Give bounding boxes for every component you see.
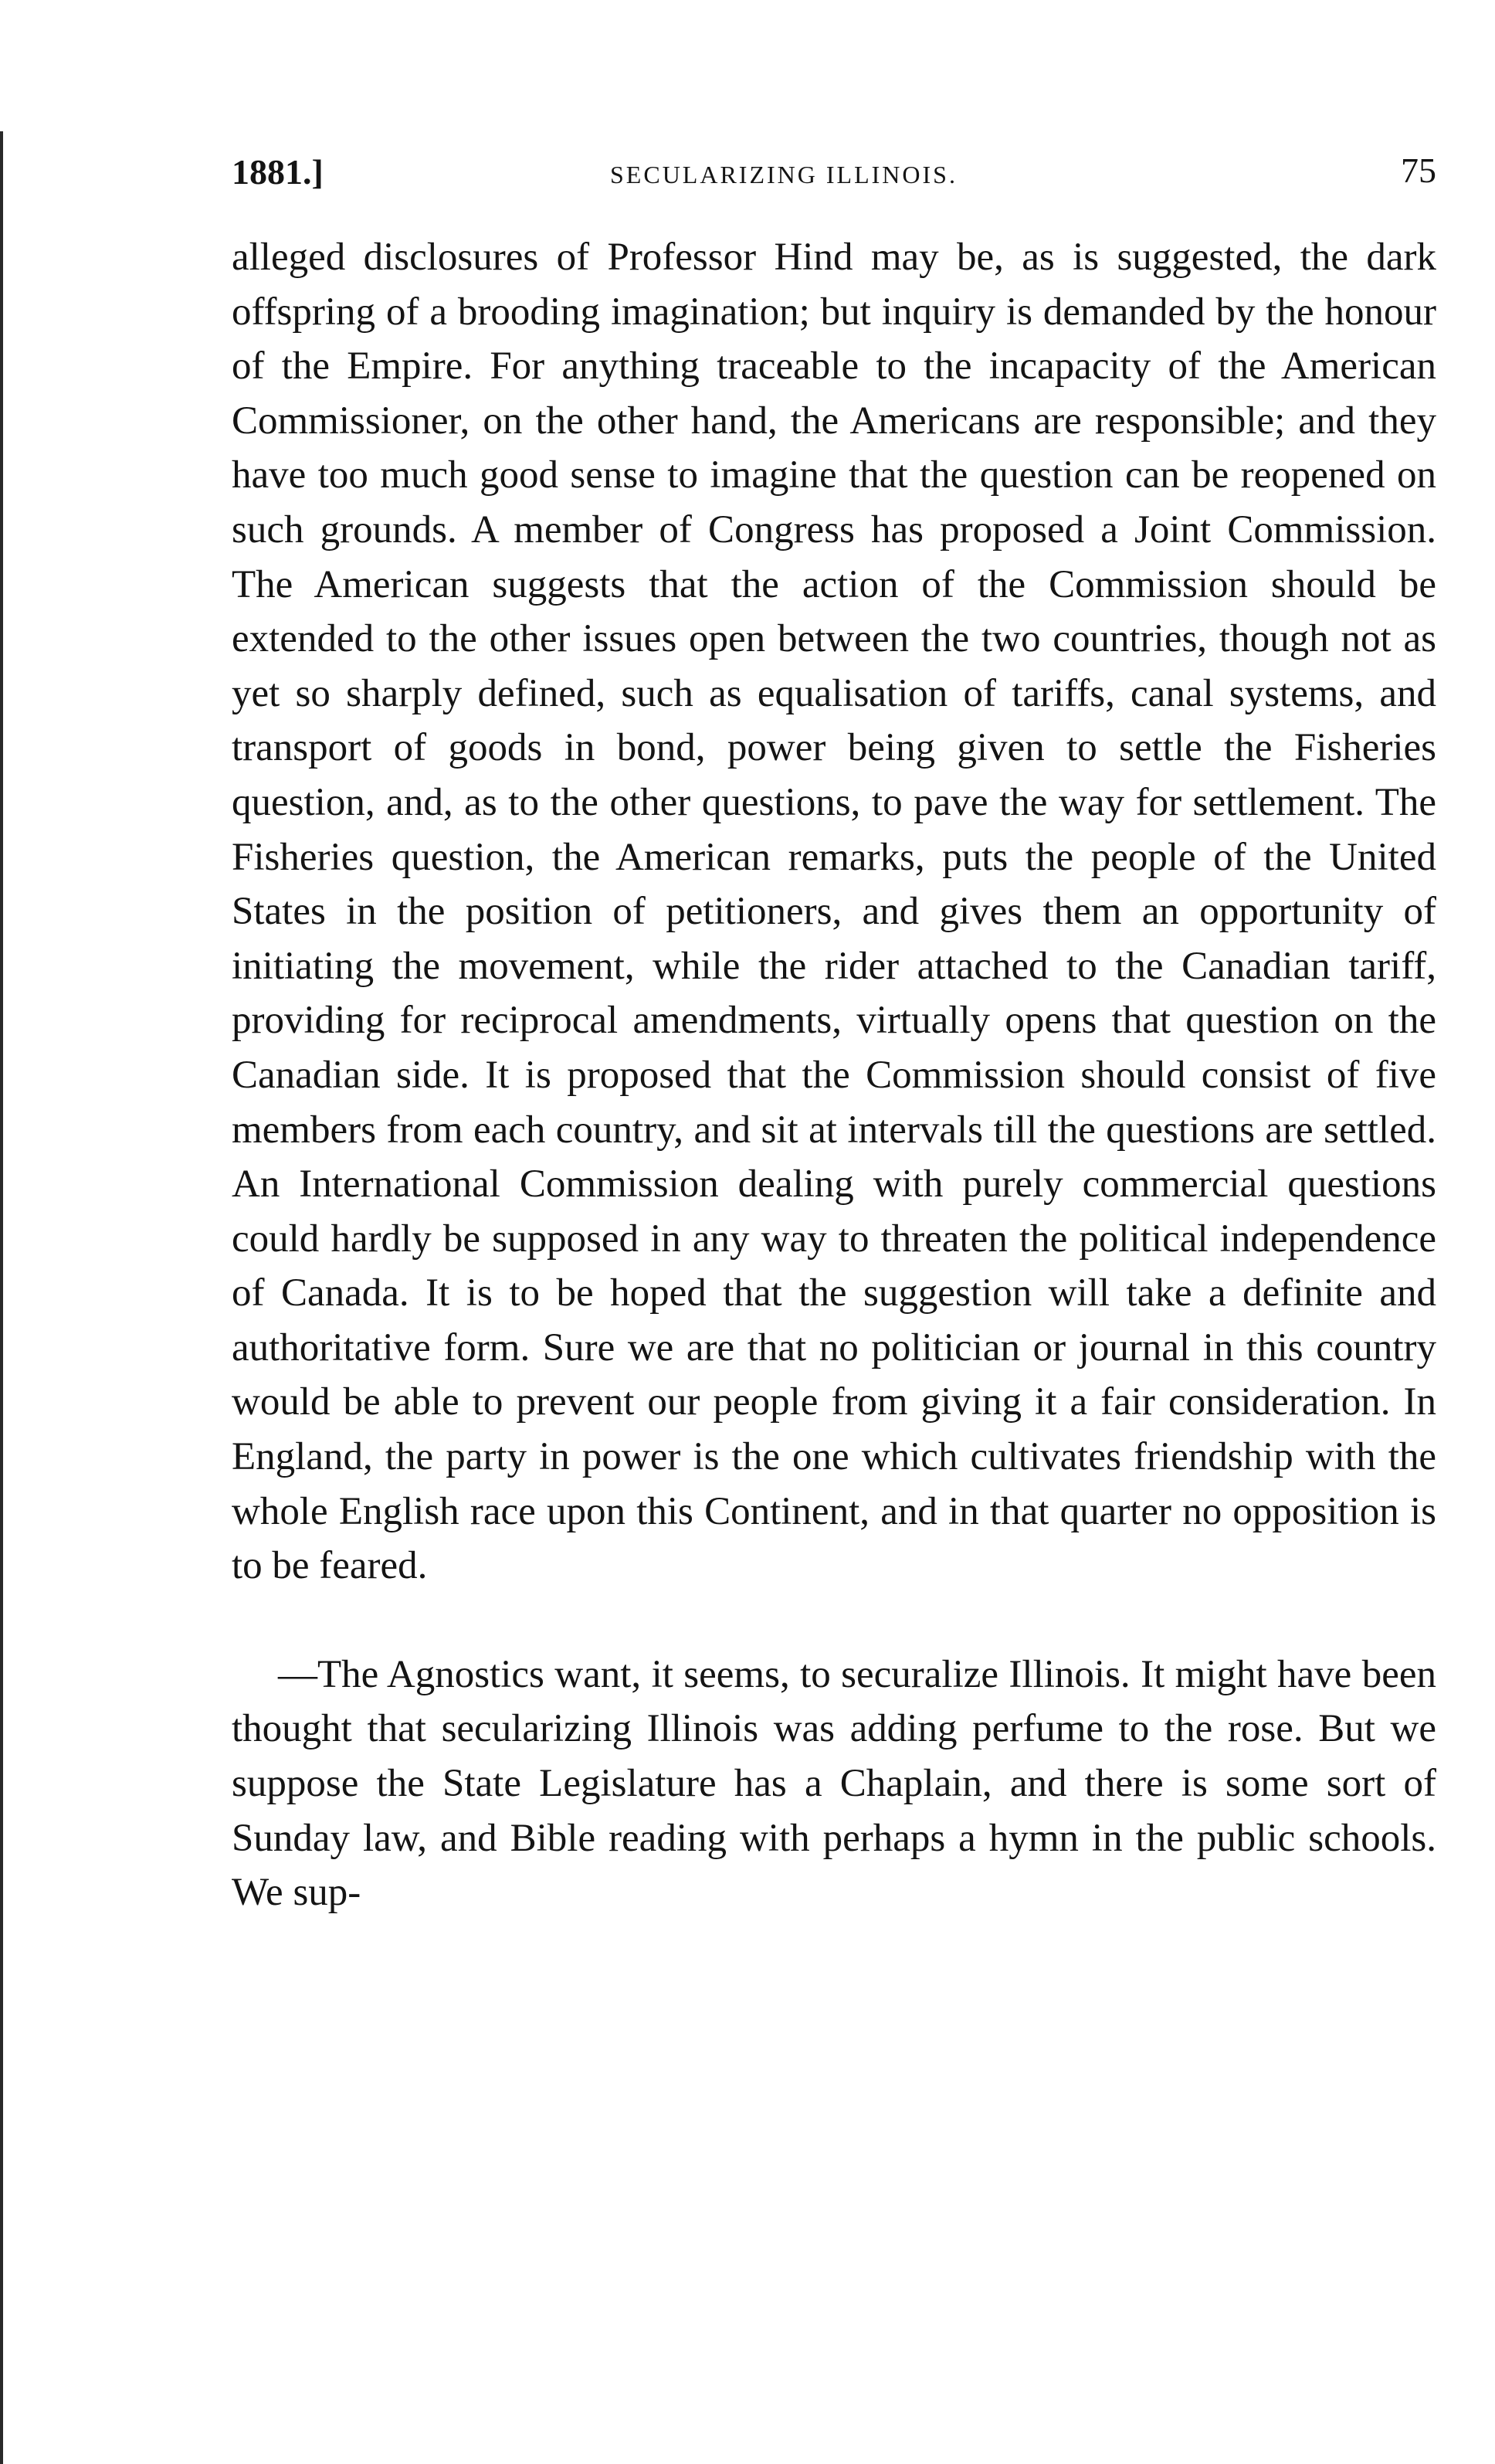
running-head-title: SECULARIZING ILLINOIS.: [610, 161, 958, 188]
page-number: 75: [1401, 151, 1436, 190]
scan-page-edge: [0, 131, 3, 2464]
paragraph-agnostics: —The Agnostics want, it seems, to securalize Illinois. It might have been thought that secularizing Illinois was adding perfume to the rose. But we suppose the State Legislature has a Chaplain, and there is some sort of Sunday law, and Bible reading with perhaps a hymn in the public schools. We sup-: [232, 1652, 1436, 1915]
article-body: [232, 230, 1436, 1920]
running-head: [232, 151, 1436, 205]
paragraph-continued: alleged disclosures of Professor Hind may be, as is suggested, the dark offspring of a brooding imagination; but inquiry is demanded by the honour of the Empire. For anything traceable to the incapacity of the American Commissioner, on the other hand, the Americans are responsible; and they have too much good sense to imagine that the question can be reopened on such grounds. A member of Congress has proposed a Joint Commission. The American suggests that the action of the Commission should be extended to the other issues open between the two countries, though not as yet so sharply defined, such as equalisation of tariffs, canal systems, and transport of goods in bond, power being given to settle the Fisheries question, and, as to the other questions, to pave the way for settlement. The Fisheries question, the American remarks, puts the people of the United States in the position of petitioners, and gives them an opportunity of initiating the movement, while the rider attached to the Canadian tariff, providing for reciprocal amendments, virtually opens that question on the Canadian side. It is proposed that the Commission should consist of five members from each country, and sit at intervals till the questions are settled. An International Commission dealing with purely commercial questions could hardly be supposed in any way to threaten the political independence of Canada. It is to be hoped that the suggestion will take a definite and authoritative form. Sure we are that no politician or journal in this country would be able to prevent our people from giving it a fair consideration. In England, the party in power is the one which cultivates friendship with the whole English race upon this Continent, and in that quarter no opposition is to be feared.: [232, 236, 1436, 1588]
running-head-year: 1881.]: [232, 152, 324, 192]
